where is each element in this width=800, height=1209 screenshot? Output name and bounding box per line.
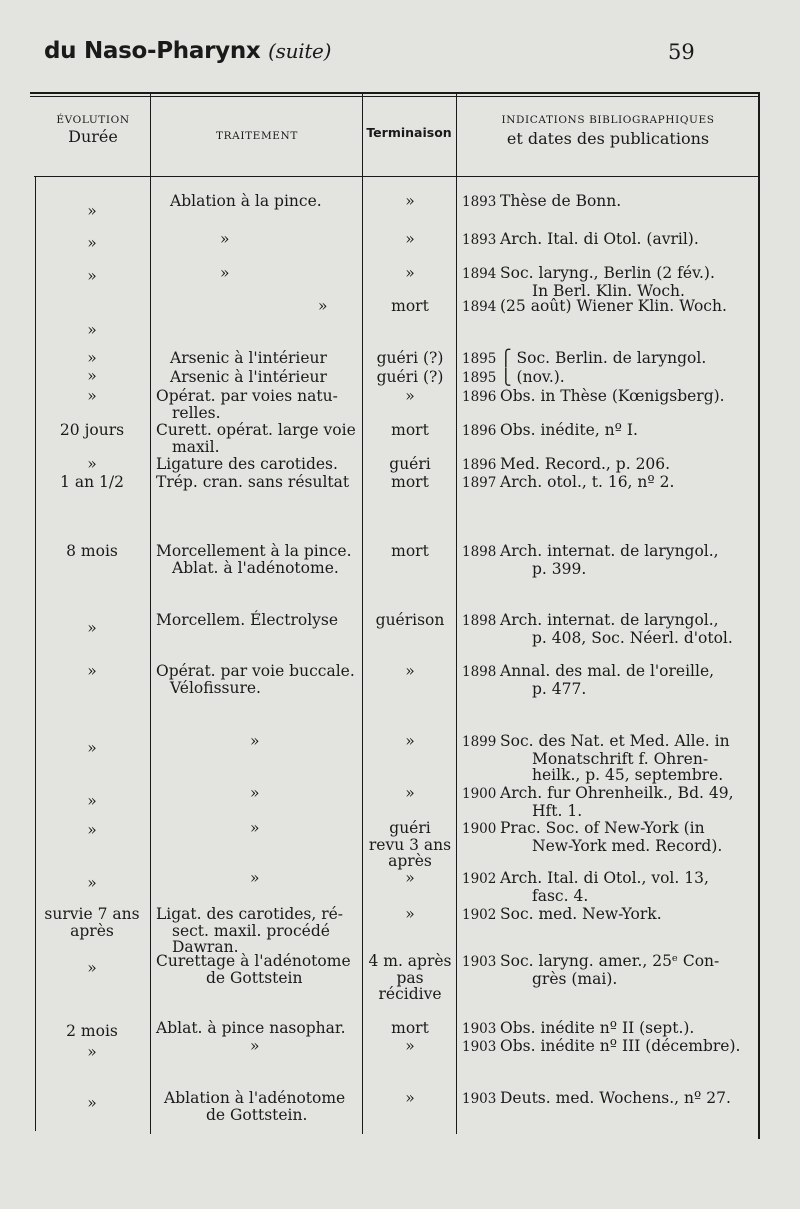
duree-text: 8 mois [66,542,118,560]
traitement-text: Vélofissure. [170,678,261,697]
traitement-cell [150,1090,364,1123]
header-indications [458,114,758,149]
traitement-text: » [250,1037,260,1055]
reference-line [462,612,758,630]
reference-line [462,1020,758,1038]
terminaison-text: mort [391,542,429,560]
reference-text: Arch. internat. de laryngol., [500,542,719,560]
duree-cell [32,422,152,439]
reference-cell [462,663,758,697]
reference-year: 1903 [462,954,497,970]
reference-text: p. 477. [532,679,587,698]
terminaison-cell [362,298,458,315]
terminaison-cell [362,193,458,210]
terminaison-text: mort [391,421,429,439]
traitement-cell [150,231,364,248]
reference-cell [462,369,758,387]
reference-text: Arch. Ital. di Otol., vol. 13, [500,869,709,887]
reference-year: 1903 [462,1021,497,1037]
duree-cell [32,235,152,252]
duree-cell [32,620,152,637]
traitement-text: de Gottstein. [206,1105,308,1124]
reference-text: Arch. internat. de laryngol., [500,611,719,629]
traitement-cell [150,953,364,986]
reference-text: Obs. inédite nº II (sept.). [500,1019,695,1037]
traitement-cell [150,298,364,315]
header-bottom-rule [34,176,759,177]
duree-text: » [87,874,97,892]
reference-cell [462,870,758,904]
traitement-text: Dawran. [172,938,239,956]
terminaison-cell [362,388,458,405]
reference-year: 1898 [462,544,497,560]
terminaison-cell [362,820,458,870]
reference-line [462,1090,758,1108]
traitement-text: Arsenic à l'intérieur [170,368,327,386]
traitement-cell [150,543,364,576]
duree-cell [32,203,152,220]
reference-line [462,561,758,578]
duree-cell [32,960,152,977]
duree-cell [32,906,152,939]
reference-line [462,767,758,784]
reference-line [462,953,758,971]
duree-text: » [87,821,97,839]
reference-cell [462,193,758,211]
reference-cell [462,785,758,819]
terminaison-text: mort [391,473,429,491]
reference-year: 1900 [462,786,497,802]
reference-line [462,785,758,803]
terminaison-cell [362,231,458,248]
terminaison-text: » [405,905,415,923]
reference-text: Arch. otol., t. 16, nº 2. [500,473,675,491]
duree-text: après [70,921,114,940]
traitement-cell [150,906,364,956]
traitement-text: Ablat. à pince nasophar. [156,1019,346,1037]
reference-line [462,733,758,751]
reference-line [462,751,758,768]
column-divider-left [35,176,36,1131]
traitement-text: Opérat. par voies natu- [156,387,338,405]
terminaison-text: » [405,1089,415,1107]
reference-year: 1902 [462,907,497,923]
duree-cell [32,268,152,285]
table-top-rule [30,92,760,94]
traitement-cell [150,1020,364,1037]
duree-text: » [87,619,97,637]
reference-cell [462,350,758,368]
terminaison-text: mort [391,297,429,315]
reference-line [462,663,758,681]
running-title [44,38,331,64]
terminaison-text: » [405,869,415,887]
reference-text: Soc. des Nat. et Med. Alle. in [500,732,730,750]
reference-text: Hft. 1. [532,801,583,820]
duree-cell [32,1044,152,1061]
duree-cell [32,875,152,892]
reference-line [462,870,758,888]
reference-text: Prac. Soc. of New-York (in [500,819,705,837]
terminaison-text: mort [391,1019,429,1037]
terminaison-text: » [405,732,415,750]
duree-text: » [87,662,97,680]
reference-text: ⎧ Soc. Berlin. de laryngol. [500,349,707,367]
reference-line [462,474,758,492]
reference-line [462,803,758,820]
duree-cell [32,663,152,680]
reference-year: 1895 [462,351,497,367]
traitement-cell [150,785,364,802]
reference-text: In Berl. Klin. Woch. [532,281,685,300]
traitement-cell [150,422,364,455]
terminaison-cell [362,1090,458,1107]
terminaison-cell [362,906,458,923]
reference-cell [462,1020,758,1038]
reference-line [462,906,758,924]
traitement-cell [150,369,364,386]
reference-text: ⎩ (nov.). [500,368,565,386]
traitement-cell [150,193,364,210]
terminaison-text: » [405,662,415,680]
reference-year: 1894 [462,266,497,282]
duree-cell [32,740,152,757]
reference-text: New-York med. Record). [532,836,723,855]
duree-cell [32,474,152,491]
duree-text: » [87,1094,97,1112]
terminaison-cell [362,1038,458,1055]
duree-cell [32,543,152,560]
reference-year: 1896 [462,423,497,439]
duree-text: » [87,455,97,473]
reference-year: 1893 [462,194,497,210]
reference-text: Med. Record., p. 206. [500,455,671,473]
traitement-text: Morcellement à la pince. [156,542,352,560]
duree-cell [32,388,152,405]
reference-year: 1899 [462,734,497,750]
traitement-text: Morcellem. Électrolyse [156,611,339,629]
duree-text: » [87,202,97,220]
reference-text: Deuts. med. Wochens., nº 27. [500,1089,731,1107]
duree-cell [32,793,152,810]
reference-text: Soc. laryng., Berlin (2 fév.). [500,264,715,282]
reference-cell [462,474,758,492]
duree-text: » [87,792,97,810]
terminaison-text: » [405,784,415,802]
terminaison-text: 4 m. après [368,952,452,970]
duree-text: » [87,367,97,385]
traitement-text: Arsenic à l'intérieur [170,349,327,367]
traitement-text: sect. maxil. procédé [172,921,330,940]
traitement-cell [150,474,364,491]
traitement-text: » [318,297,328,315]
reference-line [462,193,758,211]
traitement-text: Opérat. par voie buccale. [156,662,355,680]
reference-cell [462,820,758,854]
reference-text: fasc. 4. [532,886,589,905]
terminaison-cell [362,265,458,282]
reference-line [462,888,758,905]
traitement-cell [150,733,364,750]
traitement-text: » [220,230,230,248]
reference-cell [462,543,758,577]
reference-text: Arch. fur Ohrenheilk., Bd. 49, [500,784,734,802]
terminaison-text: » [405,230,415,248]
reference-cell [462,231,758,249]
header-evolution [36,114,150,147]
reference-text: Annal. des mal. de l'oreille, [500,662,715,680]
traitement-text: maxil. [172,437,220,456]
duree-text: » [87,387,97,405]
traitement-cell [150,350,364,367]
terminaison-cell [362,422,458,439]
header-evolution-label: ÉVOLUTION [56,114,130,126]
reference-year: 1898 [462,664,497,680]
terminaison-cell [362,953,458,1003]
terminaison-cell [362,733,458,750]
duree-text: » [87,234,97,252]
duree-text: » [87,321,97,339]
reference-year: 1900 [462,821,497,837]
terminaison-text: guéri (?) [376,349,444,367]
reference-line [462,369,758,387]
traitement-cell [150,265,364,282]
column-divider-right [758,94,760,1139]
duree-text: 2 mois [66,1022,118,1040]
reference-cell [462,298,758,316]
reference-text: heilk., p. 45, septembre. [532,766,724,784]
reference-line [462,231,758,249]
reference-year: 1893 [462,232,497,248]
terminaison-cell [362,1020,458,1037]
reference-cell [462,1038,758,1056]
duree-cell [32,350,152,367]
duree-cell [32,322,152,339]
terminaison-text: récidive [378,985,442,1003]
reference-year: 1897 [462,475,497,491]
duree-cell [32,368,152,385]
reference-text: Soc. med. New-York. [500,905,662,923]
traitement-text: Ablation à l'adénotome [164,1089,346,1107]
title-suffix: (suite) [268,39,332,63]
reference-line [462,971,758,988]
traitement-cell [150,1038,364,1055]
title-text: du Naso-Pharynx [44,38,261,64]
terminaison-cell [362,543,458,560]
duree-cell [32,1023,152,1040]
terminaison-text: » [405,387,415,405]
page-header [0,0,800,90]
traitement-text: » [250,869,260,887]
terminaison-cell [362,369,458,386]
traitement-text: Ligat. des carotides, ré- [156,905,344,923]
reference-text: Obs. inédite, nº I. [500,421,638,439]
traitement-text: Ligature des carotides. [156,455,338,473]
traitement-cell [150,870,364,887]
reference-line [462,820,758,838]
header-publications-label: et dates des publications [506,129,710,149]
duree-text: survie 7 ans [44,905,140,923]
reference-text: Thèse de Bonn. [500,192,622,210]
reference-cell [462,953,758,987]
traitement-cell [150,820,364,837]
traitement-text: Curett. opérat. large voie [156,421,356,439]
reference-year: 1894 [462,299,497,315]
reference-line [462,265,758,283]
duree-text: » [87,1043,97,1061]
terminaison-text: guéri [389,819,431,837]
duree-text: 20 jours [59,421,125,439]
terminaison-cell [362,785,458,802]
traitement-text: » [250,819,260,837]
reference-text: p. 399. [532,559,587,578]
terminaison-text: guéri [389,455,431,473]
duree-text: 1 an 1/2 [60,473,124,491]
traitement-text: Trép. cran. sans résultat [156,473,350,491]
reference-text: Obs. in Thèse (Kœnigsberg). [500,387,725,405]
reference-text: (25 août) Wiener Klin. Woch. [500,297,727,315]
traitement-text: » [220,264,230,282]
duree-text: » [87,739,97,757]
duree-cell [32,1095,152,1112]
reference-cell [462,906,758,924]
reference-year: 1903 [462,1091,497,1107]
reference-year: 1896 [462,457,497,473]
terminaison-text: guéri (?) [376,368,444,386]
reference-text: Soc. laryng. amer., 25ᵉ Con- [500,952,720,970]
reference-line [462,838,758,855]
reference-year: 1896 [462,389,497,405]
duree-cell [32,456,152,473]
terminaison-cell [362,350,458,367]
reference-text: Obs. inédite nº III (décembre). [500,1037,741,1055]
terminaison-cell [362,612,458,629]
traitement-text: relles. [172,403,221,422]
reference-cell [462,1090,758,1108]
traitement-cell [150,388,364,421]
reference-line [462,456,758,474]
reference-cell [462,265,758,299]
traitement-text: » [250,784,260,802]
terminaison-text: guérison [375,611,445,629]
header-traitement: TRAITEMENT [216,130,298,142]
page-number: 59 [668,40,695,64]
reference-year: 1902 [462,871,497,887]
reference-cell [462,612,758,646]
header-indications-label: INDICATIONS BIBLIOGRAPHIQUES [501,114,715,126]
terminaison-text: » [405,264,415,282]
reference-text: Monatschrift f. Ohren- [532,749,709,768]
header-terminaison: Terminaison [366,125,452,140]
reference-line [462,1038,758,1056]
reference-year: 1895 [462,370,497,386]
traitement-cell [150,663,364,696]
reference-cell [462,388,758,406]
reference-line [462,422,758,440]
reference-year: 1903 [462,1039,497,1055]
traitement-text: » [250,732,260,750]
terminaison-text: » [405,192,415,210]
reference-text: p. 408, Soc. Néerl. d'otol. [532,628,733,647]
terminaison-cell [362,663,458,680]
duree-text: » [87,349,97,367]
terminaison-text: » [405,1037,415,1055]
reference-year: 1898 [462,613,497,629]
traitement-text: Ablation à la pince. [170,192,322,210]
reference-cell [462,422,758,440]
duree-text: » [87,959,97,977]
duree-cell [32,822,152,839]
terminaison-text: après [388,852,432,870]
header-duree-label: Durée [68,127,118,147]
traitement-text: Ablat. à l'adénotome. [172,558,339,577]
reference-line [462,543,758,561]
terminaison-cell [362,456,458,473]
reference-line [462,388,758,406]
traitement-text: de Gottstein [206,968,303,987]
reference-line [462,350,758,368]
traitement-cell [150,456,364,473]
terminaison-cell [362,870,458,887]
terminaison-text: pas [396,968,424,987]
reference-line [462,681,758,698]
traitement-text: Curettage à l'adénotome [156,952,351,970]
table-top-rule-2 [30,96,760,97]
reference-cell [462,456,758,474]
reference-line [462,298,758,316]
reference-line [462,630,758,647]
reference-text: Arch. Ital. di Otol. (avril). [500,230,699,248]
reference-cell [462,733,758,784]
terminaison-cell [362,474,458,491]
reference-text: grès (mai). [532,969,618,988]
traitement-cell [150,612,364,629]
duree-text: » [87,267,97,285]
terminaison-text: revu 3 ans [368,835,452,854]
